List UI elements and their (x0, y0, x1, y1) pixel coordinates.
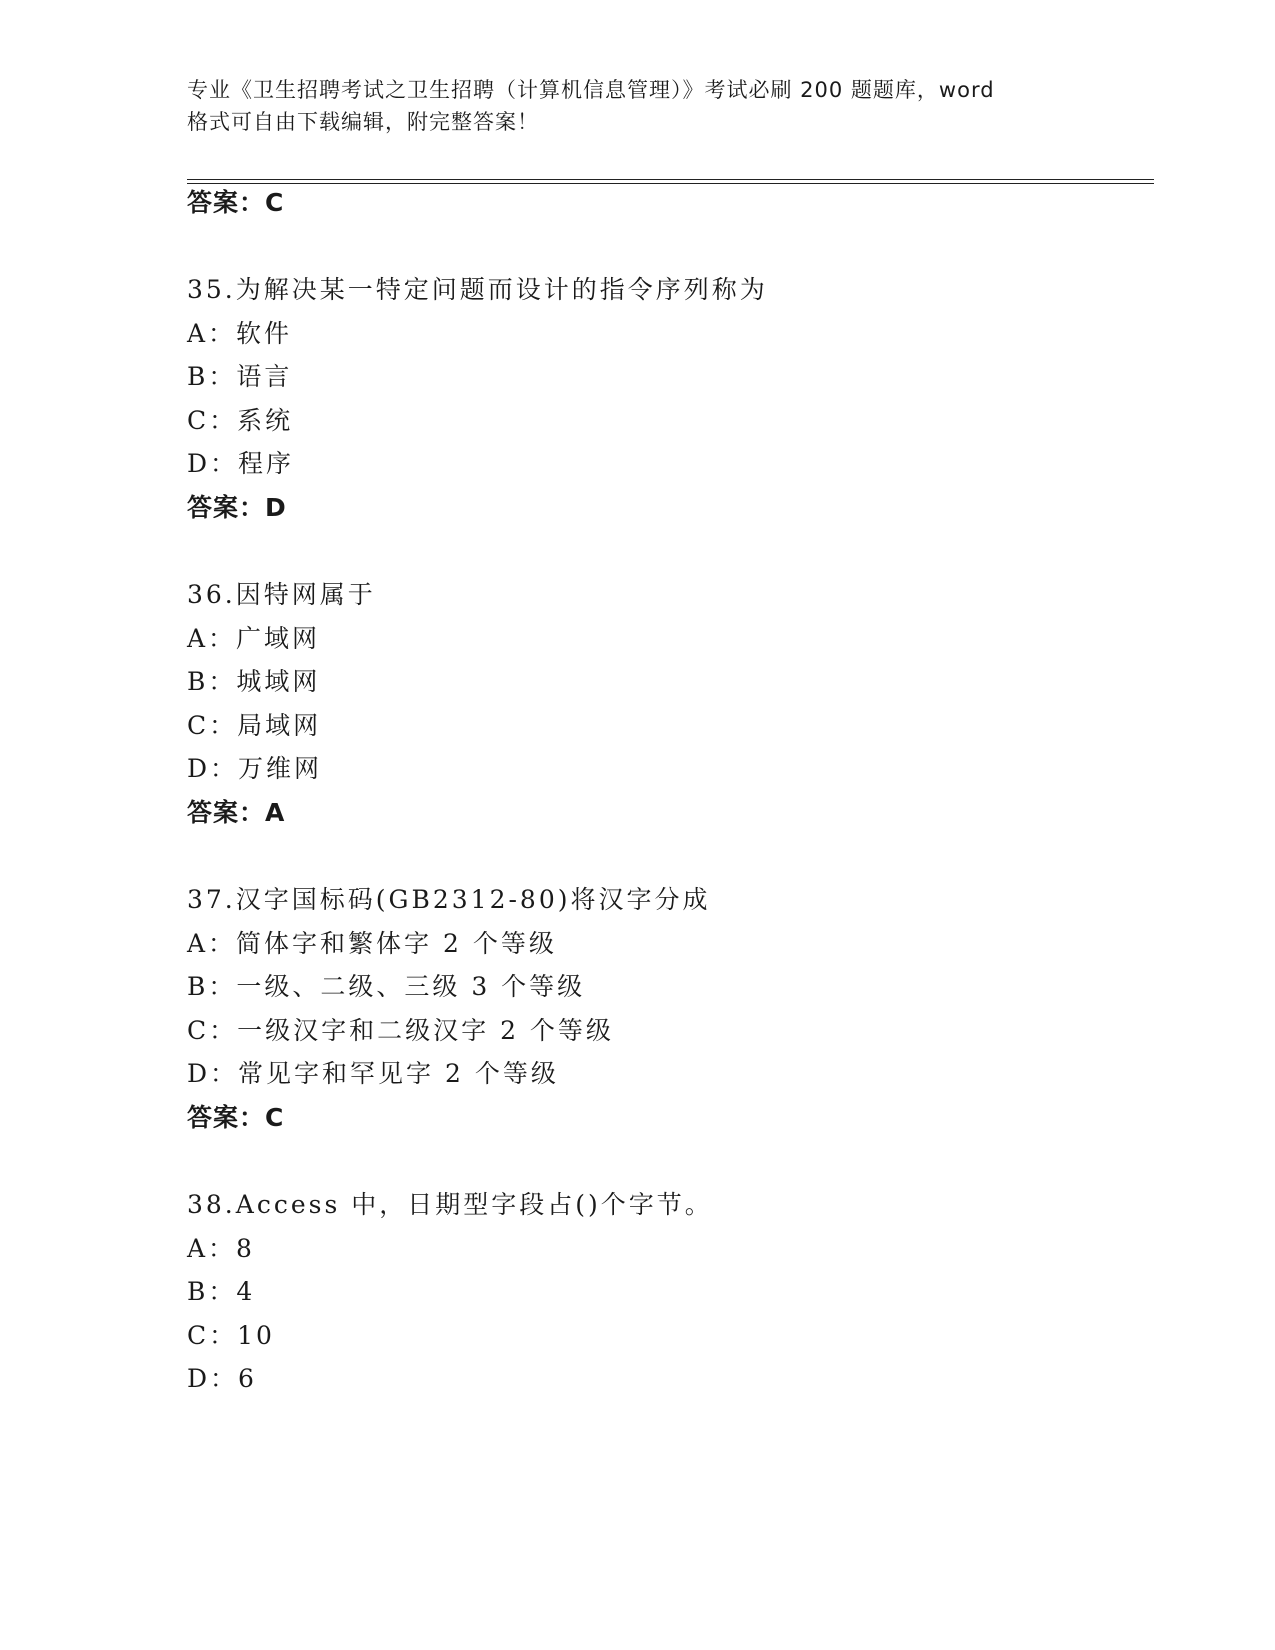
option-b: B：城域网 (187, 667, 321, 696)
previous-answer: 答案：C (187, 188, 285, 217)
option-b: B：一级、二级、三级 3 个等级 (187, 972, 586, 1001)
option-a: A：广域网 (187, 624, 321, 653)
answer: 答案：A (187, 798, 286, 827)
answer: 答案：D (187, 493, 287, 522)
header-divider-bottom (187, 183, 1154, 184)
question-text: 37.汉字国标码(GB2312-80)将汉字分成 (187, 885, 711, 914)
option-d: D：6 (187, 1364, 257, 1393)
option-d: D：万维网 (187, 754, 323, 783)
header-line-2: 格式可自由下载编辑，附完整答案！ (187, 110, 539, 134)
header-divider-top (187, 179, 1154, 180)
option-a: A：简体字和繁体字 2 个等级 (187, 929, 557, 958)
option-c: C：局域网 (187, 711, 322, 740)
document-header (187, 74, 1117, 138)
option-c: C：一级汉字和二级汉字 2 个等级 (187, 1016, 614, 1045)
option-c: C：系统 (187, 406, 294, 435)
option-c: C：10 (187, 1321, 275, 1350)
option-b: B：语言 (187, 362, 293, 391)
question-text: 35.为解决某一特定问题而设计的指令序列称为 (187, 275, 768, 304)
option-a: A：8 (187, 1234, 255, 1263)
option-b: B：4 (187, 1277, 256, 1306)
question-text: 36.因特网属于 (187, 580, 376, 609)
header-line-1: 专业《卫生招聘考试之卫生招聘（计算机信息管理）》考试必刷 200 题题库，word (187, 78, 995, 102)
option-a: A：软件 (187, 319, 293, 348)
answer: 答案：C (187, 1103, 285, 1132)
question-text: 38.Access 中，日期型字段占()个字节。 (187, 1190, 713, 1219)
option-d: D：常见字和罕见字 2 个等级 (187, 1059, 559, 1088)
option-d: D：程序 (187, 449, 295, 478)
